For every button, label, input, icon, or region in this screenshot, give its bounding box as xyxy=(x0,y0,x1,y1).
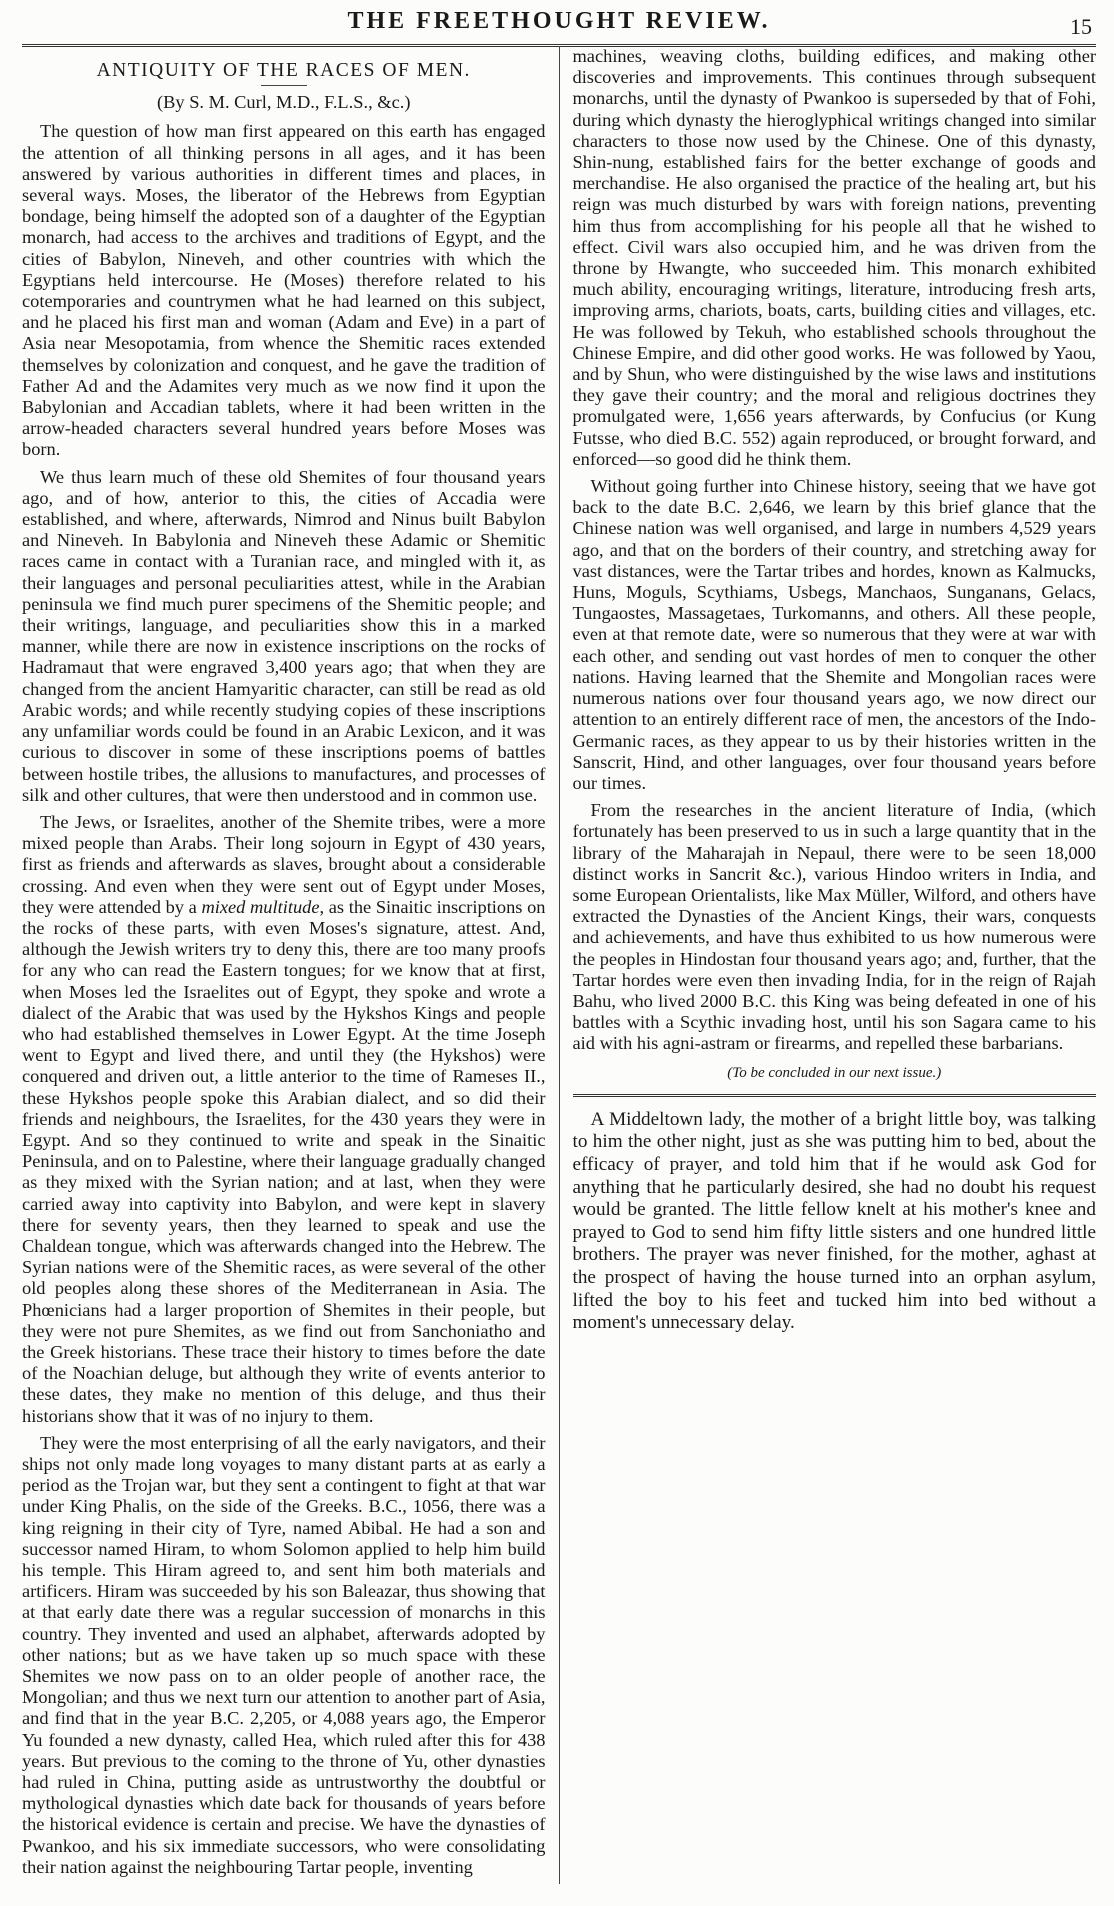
publication-title: THE FREETHOUGHT REVIEW. xyxy=(347,8,771,34)
article-paragraph xyxy=(22,812,546,1427)
right-column xyxy=(559,46,1097,1884)
anecdote-item xyxy=(573,1109,1097,1335)
article-paragraph: They were the most enterprising of all the early navigators, and their ships not only made long voyages to many distant parts at as early a period as the Trojan war, but they sent a contingent to fight at that war under King Phalis, on the side of the Greeks. B.C., 1056, there was a king reigning in their city of Tyre, named Abibal. He had a son and successor named Hiram, to whom Solomon applied to help him build his temple. This Hiram agreed to, and sent him both materials and artificers. Hiram was succeeded by his son Baleazar, thus showing that at that early date there was a regular succession of monarchs in this country. They invented and used an alphabet, afterwards adopted by other nations; but as we have taken up so much space with these Shemites we now pass on to an older people of another race, the Mongolian; and thus we next turn our attention to another part of Asia, and find that in the year B.C. 2,205, or 4,088 years ago, the Emperor Yu founded a new dynasty, called Hea, which ruled after this for 438 years. But previous to the coming to the throne of Yu, other dynasties had ruled in China, putting aside as untrustworthy the doubtful or mythological dynasties which date back for thousands of years before the historical evidence is certain and precise. We have the dynasties of Pwankoo, and his six immediate successors, who were consolidating their nation against the neighbouring Tartar people, inventing xyxy=(22,1432,546,1877)
article-columns xyxy=(22,46,1096,1884)
paragraph-text: , as the Sinaitic inscriptions on the rocks of these parts, with even Moses's signature, attest. And, although the Jewish writers try to deny this, there are too many proofs for any who can read the Eastern tongues; for we know that at first, when Moses led the Israelites out of Egypt, they spoke and wrote a dialect of the Arabic that was used by the Hykshos Kings and people who had established themselves in Lower Egypt. At the time Joseph went to Egypt and lived there, and until they (the Hykshos) were conquered and driven out, a little anterior to the time of Rameses II., these Hykshos people spoke this Arabian dialect, and so did their friends and neighbours, the Israelites, for the 430 years they were in Egypt. And so they continued to write and speak in the Sinaitic Peninsula, and on to Palestine, where their language gradually changed as they mixed with the Syrian nation; and at last, when they were carried away into captivity into Babylon, and were kept in slavery there for seventy years, then they learned to speak and use the Chaldean tongue, which was afterwards changed into the Hebrew. The Syrian nations were of the Shemitic races, as were several of the other old peoples along these shores of the Mediterranean in Asia. The Phœnicians had a larger proportion of Shemites in their people, but they were not pure Shemites, as we find out from Sanchoniatho and the Greek historians. These trace their history to times before the date of the Noachian deluge, but although they write of events anterior to these dates, they make no mention of this deluge, and thus their historians show that it was of no injury to them. xyxy=(22,896,546,1426)
article-paragraph: The question of how man first appeared on this earth has engaged the attention of all thinking persons in all ages, and it has been answered by various authorities in different times and places, in several ways. Moses, the liberator of the Hebrews from Egyptian bondage, being himself the adopted son of a daughter of the Egyptian monarch, had access to the archives and traditions of Egypt, and the cities of Babylon, Nineveh, and other countries with which the Egyptians held intercourse. He (Moses) therefore related to his cotemporaries and countrymen what he had learned on this subject, and he placed his first man and woman (Adam and Eve) in a part of Asia near Mesopotamia, from whence the Shemitic races extended themselves by colonization and conquest, and he gave the tradition of Father Ad and the Adamites very much as we now find it upon the Babylonian and Accadian tablets, where it had been written in the arrow-headed characters several hundred years before Moses was born. xyxy=(22,121,546,460)
title-rule xyxy=(261,85,307,86)
page-number: 15 xyxy=(1070,14,1092,39)
section-divider xyxy=(573,1094,1097,1097)
article-paragraph: We thus learn much of these old Shemites of four thousand years ago, and of how, anterior to this, the cities of Accadia were established, and where, afterwards, Nimrod and Ninus built Babylon and Nineveh. In Babylonia and Nineveh these Adamic or Shemitic races came in contact with a Turanian race, and mingled with it, as their languages and personal peculiarities attest, while in the Arabian peninsula we find much purer specimens of the Shemitic people; and their writings, language, and peculiarities show this in a marked manner, while there are now in existence inscriptions on the rocks of Hadramaut that were engraved 3,400 years ago; that when they are changed from the ancient Hamyaritic character, can still be read as old Arabic words; and while recently studying copies of these inscriptions any unfamiliar words could be found in an Arabic Lexicon, and it was curious to discover in some of these inscriptions poems of battles between hostile tribes, the allusions to manufactures, and processes of silk and other cultures, that were then understood and in common use. xyxy=(22,466,546,805)
running-head xyxy=(22,0,1096,46)
article-byline: (By S. M. Curl, M.D., F.L.S., &c.) xyxy=(157,92,411,113)
article-title: ANTIQUITY OF THE RACES OF MEN. xyxy=(96,60,471,81)
continuation-note: (To be concluded in our next issue.) xyxy=(727,1064,942,1081)
article-paragraph: Without going further into Chinese history, seeing that we have got back to the date B.C. 2,646, we learn by this brief glance that the Chinese nation was well organised, and large in numbers 4,529 years ago, and that on the borders of their country, and stretching away for vast distances, were the Tartar tribes and hordes, known as Kalmucks, Huns, Moguls, Scythiams, Usbegs, Manchaos, Sunganans, Gelacs, Tungaostes, Massagetaes, Turkomanns, and others. All these people, even at that remote date, were so numerous that they were at war with each other, and sending out vast hordes of men to conquer the other nations. Having learned that the Shemite and Mongolian races were numerous nations over four thousand years ago, we now direct our attention to an entirely different race of men, the ancestors of the Indo-Germanic races, as they appear to us by their histories written in the Sanscrit, Hind, and other languages, over four thousand years before our times. xyxy=(572,476,1096,793)
article-paragraph: From the researches in the ancient literature of India, (which fortunately has been preserved to us in such a large quantity that in the library of the Maharajah in Nepaul, there were to be seen 18,000 distinct works in Sancrit &c.), various Hindoo writers in India, and some European Orientalists, like Max Müller, Wilford, and others have extracted the Dynasties of the Ancient Kings, their wars, conquests and achievements, and have thus exhibited to us how numerous were the peoples in Hindostan four thousand years ago; and, further, that the Tartar hordes were even then invading India, for in the reign of Rajah Bahu, who lived 2000 B.C. this King was being defeated in one of his battles with a Scythic invading host, until his son Sagara came to his aid with his agni-astram or firearms, and repelled these barbarians. xyxy=(572,800,1096,1054)
left-column xyxy=(22,46,559,1884)
emphasized-phrase: mixed multitude xyxy=(201,896,320,917)
paragraph-text: The Jews, or Israelites, another of the Shemite tribes, were a more mixed people than Arabs. Their long sojourn in Egypt of 430 years, first as friends and afterwards as slaves, brought about a considerable crossing. And even when they were sent out of Egypt under Moses, they were attended by a xyxy=(22,811,546,917)
article-paragraph-continued: machines, weaving cloths, building edifices, and making other discoveries and improvements. This continues through subsequent monarchs, until the dynasty of Pwankoo is superseded by that of Fohi, during which dynasty the hieroglyphical writings changed into similar characters to those now used by the Chinese. One of this dynasty, Shin-nung, established fairs for the better exchange of goods and merchandise. He also organised the practice of the healing art, but his reign was much disturbed by wars with foreign nations, preventing him thus from accomplishing for his people all that he wished to effect. Civil wars also occupied him, and he was driven from the throne by Hwangte, who succeeded him. This monarch exhibited much ability, encouraging writings, literature, introducing fresh arts, improving arms, chariots, boats, carts, building cities and villages, etc. He was followed by Tekuh, who established schools throughout the Chinese Empire, and did other good works. He was followed by Yaou, and by Shun, who were distinguished by the wise laws and institutions they gave their country; and the moral and religious doctrines they promulgated were, 1,656 years afterwards, by Confucius (or Kung Futsse, who died B.C. 552) again reproduced, or brought forward, and enforced—so good did he think them. xyxy=(572,46,1096,469)
anecdote-paragraph: A Middeltown lady, the mother of a bright little boy, was talking to him the other night, just as she was putting him to bed, about the efficacy of prayer, and told him that if he would ask God for anything that he particularly desired, she had no doubt his request would be granted. The little fellow knelt at his mother's knee and prayed to God to send him fifty little sisters and one hundred little brothers. The prayer was never finished, for the mother, aghast at the prospect of having the house turned into an orphan asylum, lifted the boy to his feet and tucked him into bed without a moment's unnecessary delay. xyxy=(572,1108,1096,1334)
